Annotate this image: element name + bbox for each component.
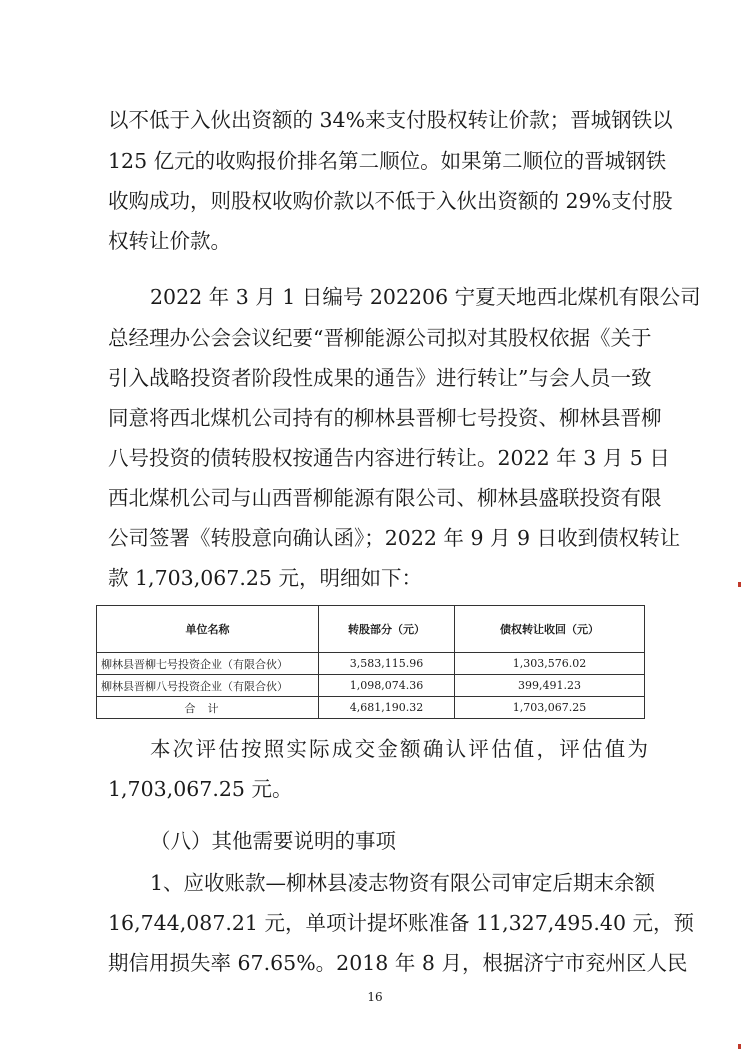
paragraph-line: 125 亿元的收购报价排名第二顺位。如果第二顺位的晋城钢铁: [108, 149, 667, 173]
table-cell: 柳林县晋柳八号投资企业（有限合伙）: [97, 675, 319, 697]
table-cell: 1,303,576.02: [455, 653, 645, 675]
paragraph-line: 1,703,067.25 元。: [108, 777, 293, 801]
table-row: [97, 653, 645, 675]
paragraph-line: 收购成功，则股权收购价款以不低于入伙出资额的 29%支付股: [108, 189, 673, 213]
table-cell: 399,491.23: [455, 675, 645, 697]
scan-mark: [738, 1044, 741, 1049]
paragraph-line: 本次评估按照实际成交金额确认评估值，评估值为: [150, 737, 648, 761]
paragraph-line: 西北煤机公司与山西晋柳能源有限公司、柳林县盛联投资有限: [108, 486, 662, 510]
table-cell: 柳林县晋柳七号投资企业（有限合伙）: [97, 653, 319, 675]
page-number: 16: [367, 990, 383, 1004]
paragraph-line: 1、应收账款—柳林县凌志物资有限公司审定后期末余额: [150, 871, 656, 895]
column-header: 转股部分（元）: [319, 606, 455, 653]
paragraph-line: 公司签署《转股意向确认函》；2022 年 9 月 9 日收到债权转让: [108, 526, 681, 550]
table-total-row: [97, 697, 645, 719]
table-cell: 1,098,074.36: [319, 675, 455, 697]
paragraph-line: 八号投资的债转股权按通告内容进行转让。2022 年 3 月 5 日: [108, 446, 670, 470]
table-cell: 3,583,115.96: [319, 653, 455, 675]
paragraph-line: 权转让价款。: [108, 229, 231, 253]
paragraph-line: 16,744,087.21 元，单项计提坏账准备 11,327,495.40 元，预: [108, 911, 695, 935]
table-header-row: [97, 606, 645, 653]
table-cell: 合计: [97, 697, 319, 719]
table-row: [97, 675, 645, 697]
paragraph-line: 总经理办公会会议纪要“晋柳能源公司拟对其股权依据《关于: [108, 326, 652, 350]
column-header: 债权转让收回（元）: [455, 606, 645, 653]
section-heading: （八）其他需要说明的事项: [150, 829, 396, 853]
paragraph-line: 以不低于入伙出资额的 34%来支付股权转让价款；晋城钢铁以: [108, 108, 673, 132]
paragraph-line: 引入战略投资者阶段性成果的通告》进行转让”与会人员一致: [108, 366, 652, 390]
table-cell: 1,703,067.25: [455, 697, 645, 719]
paragraph-line: 2022 年 3 月 1 日编号 202206 宁夏天地西北煤机有限公司: [150, 285, 701, 309]
column-header: 单位名称: [97, 606, 319, 653]
paragraph-line: 期信用损失率 67.65%。2018 年 8 月，根据济宁市兖州区人民: [108, 951, 688, 975]
paragraph-line: 同意将西北煤机公司持有的柳林县晋柳七号投资、柳林县晋柳: [108, 406, 662, 430]
table-cell: 4,681,190.32: [319, 697, 455, 719]
paragraph-line: 款 1,703,067.25 元，明细如下：: [108, 566, 422, 590]
scan-mark: [738, 582, 741, 587]
transfer-detail-table: [96, 605, 645, 719]
